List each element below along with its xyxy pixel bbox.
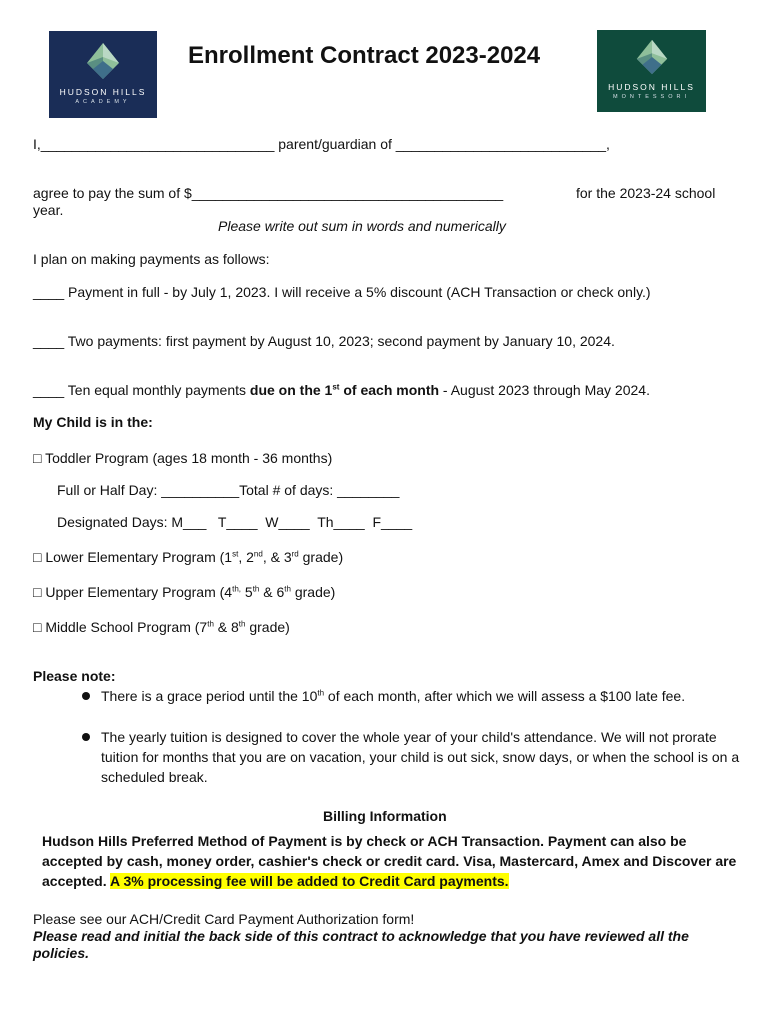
program-upper-elementary[interactable]: □ Upper Elementary Program ($4^{th,}$ 5th & 6th grade) <box>33 584 336 600</box>
guardian-line <box>33 136 610 152</box>
logo-left-sub: ACADEMY <box>75 99 131 105</box>
logo-hudson-hills-montessori <box>597 30 706 112</box>
program-middle-school[interactable]: □ Middle School Program (7th & 8th grade) <box>33 619 290 635</box>
toddler-full-half-day[interactable]: Full or Half Day: __________Total # of days: ________ <box>57 482 400 498</box>
sum-prefix: agree to pay the sum of $ <box>33 185 192 201</box>
sum-year: year. <box>33 202 64 218</box>
checkbox-icon[interactable]: □ <box>33 549 42 565</box>
sum-amount-blank[interactable]: ________________________________________ <box>191 185 504 201</box>
mountain-logo-icon <box>83 41 123 81</box>
payment-option-two[interactable]: ____ Two payments: first payment by August 10, 2023; second payment by January 10, 2024. <box>33 333 615 349</box>
checkbox-icon[interactable]: □ <box>33 619 42 635</box>
note-grace-period: There is a grace period until the 10th of each month, after which we will assess a $100 late fee. <box>101 688 686 704</box>
sum-suffix: for the 2023-24 school <box>576 185 716 201</box>
billing-paragraph: Hudson Hills Preferred Method of Payment is by check or ACH Transaction. Payment can also be accepted by cash, money order, cashier's check or credit card. Visa, Mastercard, Amex and Discover are accepted. A 3% processing fee will be added to Credit Card payments. <box>42 833 737 889</box>
checkbox-icon[interactable]: □ <box>33 450 42 466</box>
billing-heading: Billing Information <box>323 808 447 824</box>
program-heading: My Child is in the: <box>33 414 153 430</box>
payment-option-monthly[interactable]: ____ Ten equal monthly payments due on the 1st of each month - August 2023 through May 2024. <box>33 382 650 398</box>
bullet-icon <box>82 692 90 700</box>
toddler-designated-days[interactable]: Designated Days: M___ T____ W____ Th____ F____ <box>57 514 413 530</box>
mountain-logo-icon <box>633 38 671 76</box>
logo-hudson-hills-academy <box>49 31 157 118</box>
guardian-name-blank[interactable]: ______________________________ <box>40 136 275 152</box>
footer-initial-note: Please read and initial the back side of this contract to acknowledge that you have reviewed all the policies. <box>33 928 689 961</box>
guardian-prefix: I, <box>33 136 41 152</box>
logo-right-sub: MONTESSORI <box>613 94 690 100</box>
bullet-icon <box>82 733 90 741</box>
note-yearly-tuition: The yearly tuition is designed to cover the whole year of your child's attendance. We will not prorate tuition for months that you are on vacation, your child is out sick, snow days, or when the school is on a scheduled break. <box>101 729 740 785</box>
program-lower-elementary[interactable]: □ Lower Elementary Program (1st, 2nd, & 3rd grade) <box>33 549 344 565</box>
credit-card-fee-highlight: A 3% processing fee will be added to Credit Card payments. <box>109 873 509 889</box>
checkbox-icon[interactable]: □ <box>33 584 42 600</box>
notes-heading: Please note: <box>33 668 116 684</box>
sum-hint: Please write out sum in words and numerically <box>218 218 506 234</box>
program-toddler[interactable]: □ Toddler Program (ages 18 month - 36 months) <box>33 450 333 466</box>
sum-line <box>33 185 503 201</box>
payment-option-full[interactable]: ____ Payment in full - by July 1, 2023. I will receive a 5% discount (ACH Transaction or check only.) <box>33 284 651 300</box>
page-title: Enrollment Contract 2023-2024 <box>188 42 541 69</box>
logo-right-name: HUDSON HILLS <box>608 82 695 92</box>
child-name-blank[interactable]: ___________________________, <box>395 136 610 152</box>
payment-intro: I plan on making payments as follows: <box>33 251 270 267</box>
logo-left-name: HUDSON HILLS <box>59 87 147 97</box>
footer-ach-note: Please see our ACH/Credit Card Payment Authorization form! <box>33 911 415 927</box>
guardian-middle-text: parent/guardian of <box>274 136 396 152</box>
